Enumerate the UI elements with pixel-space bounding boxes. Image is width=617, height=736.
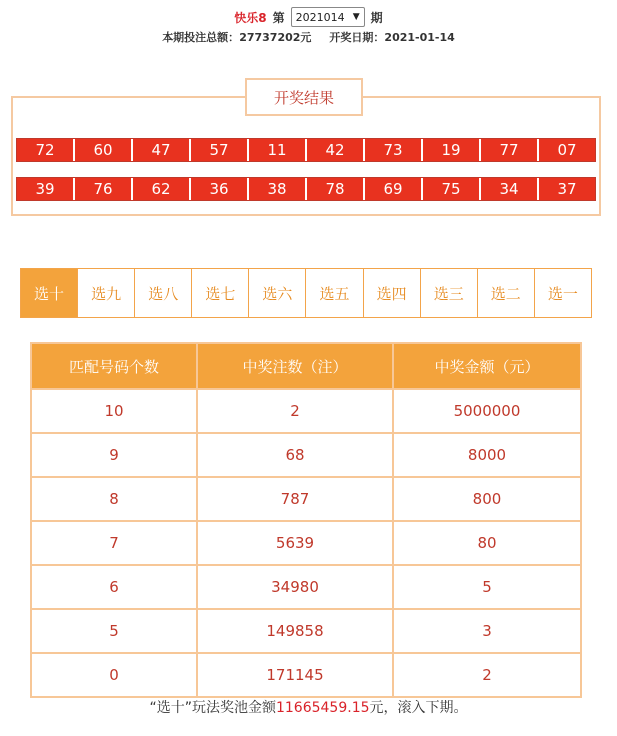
result-number: 37 bbox=[557, 180, 577, 198]
total-bet-label: 本期投注总额： bbox=[162, 31, 240, 44]
result-number: 76 bbox=[75, 178, 133, 200]
winning-bets-cell: 171145 bbox=[197, 653, 393, 697]
draw-date-label: 开奖日期： bbox=[329, 31, 385, 44]
prize-amount-cell: 5000000 bbox=[393, 389, 581, 433]
table-row bbox=[31, 521, 581, 565]
match-count-cell: 9 bbox=[31, 433, 197, 477]
result-number: 42 bbox=[307, 139, 365, 161]
jackpot-prefix: “选十”玩法奖池金额 bbox=[149, 700, 276, 716]
table-row bbox=[31, 565, 581, 609]
tab-1[interactable]: 选九 bbox=[77, 268, 135, 318]
result-number: 11 bbox=[249, 139, 307, 161]
result-row-1 bbox=[16, 138, 596, 162]
match-count-cell: 7 bbox=[31, 521, 197, 565]
column-header-prize-amount: 中奖金额（元） bbox=[393, 343, 581, 389]
result-number: 47 bbox=[133, 139, 191, 161]
prize-amount-cell: 80 bbox=[393, 521, 581, 565]
prize-amount-cell: 3 bbox=[393, 609, 581, 653]
total-bet bbox=[162, 29, 311, 45]
prize-table bbox=[30, 342, 582, 698]
issue-select-value: 2021014 bbox=[295, 10, 345, 24]
result-number: 72 bbox=[17, 139, 75, 161]
match-count-cell: 5 bbox=[31, 609, 197, 653]
result-number: 36 bbox=[191, 178, 249, 200]
result-number: 77 bbox=[481, 139, 539, 161]
result-number: 38 bbox=[249, 178, 307, 200]
table-row bbox=[31, 477, 581, 521]
table-row bbox=[31, 609, 581, 653]
chevron-down-icon: ▼ bbox=[352, 12, 360, 22]
total-bet-value: 27737202元 bbox=[239, 31, 312, 44]
winning-bets-cell: 2 bbox=[197, 389, 393, 433]
table-row bbox=[31, 653, 581, 697]
winning-bets-cell: 787 bbox=[197, 477, 393, 521]
tab-9[interactable]: 选一 bbox=[534, 268, 592, 318]
match-count-cell: 10 bbox=[31, 389, 197, 433]
issue-suffix: 期 bbox=[370, 10, 383, 25]
game-name: 快乐8 bbox=[234, 10, 267, 25]
result-number: 07 bbox=[557, 141, 577, 159]
jackpot-suffix: 元，滚入下期。 bbox=[369, 700, 468, 716]
draw-date-value: 2021-01-14 bbox=[384, 31, 455, 44]
prize-amount-cell: 8000 bbox=[393, 433, 581, 477]
match-count-cell: 0 bbox=[31, 653, 197, 697]
prize-amount-cell: 5 bbox=[393, 565, 581, 609]
match-count-cell: 6 bbox=[31, 565, 197, 609]
result-number: 69 bbox=[365, 178, 423, 200]
prize-amount-cell: 800 bbox=[393, 477, 581, 521]
result-number: 34 bbox=[481, 178, 539, 200]
result-number: 57 bbox=[191, 139, 249, 161]
prize-amount-cell: 2 bbox=[393, 653, 581, 697]
result-number: 39 bbox=[17, 178, 75, 200]
winning-bets-cell: 5639 bbox=[197, 521, 393, 565]
winning-bets-cell: 34980 bbox=[197, 565, 393, 609]
column-header-match-count: 匹配号码个数 bbox=[31, 343, 197, 389]
tab-8[interactable]: 选二 bbox=[477, 268, 535, 318]
tab-5[interactable]: 选五 bbox=[305, 268, 363, 318]
tab-4[interactable]: 选六 bbox=[248, 268, 306, 318]
winning-bets-cell: 68 bbox=[197, 433, 393, 477]
tab-2[interactable]: 选八 bbox=[134, 268, 192, 318]
winning-bets-cell: 149858 bbox=[197, 609, 393, 653]
result-number: 62 bbox=[133, 178, 191, 200]
draw-info bbox=[0, 29, 617, 45]
jackpot-amount: 11665459.15 bbox=[275, 700, 370, 716]
result-number: 73 bbox=[365, 139, 423, 161]
tab-3[interactable]: 选七 bbox=[191, 268, 249, 318]
result-number: 19 bbox=[423, 139, 481, 161]
tab-0[interactable]: 选十 bbox=[20, 268, 78, 318]
issue-prefix: 第 bbox=[272, 10, 285, 25]
column-header-winning-bets: 中奖注数（注） bbox=[197, 343, 393, 389]
result-number: 75 bbox=[423, 178, 481, 200]
draw-date bbox=[329, 29, 454, 45]
result-number: 78 bbox=[307, 178, 365, 200]
results-title: 开奖结果 bbox=[245, 78, 363, 116]
table-row bbox=[31, 433, 581, 477]
table-row bbox=[31, 389, 581, 433]
tab-7[interactable]: 选三 bbox=[420, 268, 478, 318]
play-type-tabs bbox=[20, 268, 592, 318]
issue-header bbox=[0, 6, 617, 28]
match-count-cell: 8 bbox=[31, 477, 197, 521]
result-number: 60 bbox=[75, 139, 133, 161]
jackpot-note bbox=[0, 697, 617, 717]
issue-select[interactable] bbox=[291, 7, 365, 27]
tab-6[interactable]: 选四 bbox=[363, 268, 421, 318]
table-header-row bbox=[31, 343, 581, 389]
result-row-2 bbox=[16, 177, 596, 201]
